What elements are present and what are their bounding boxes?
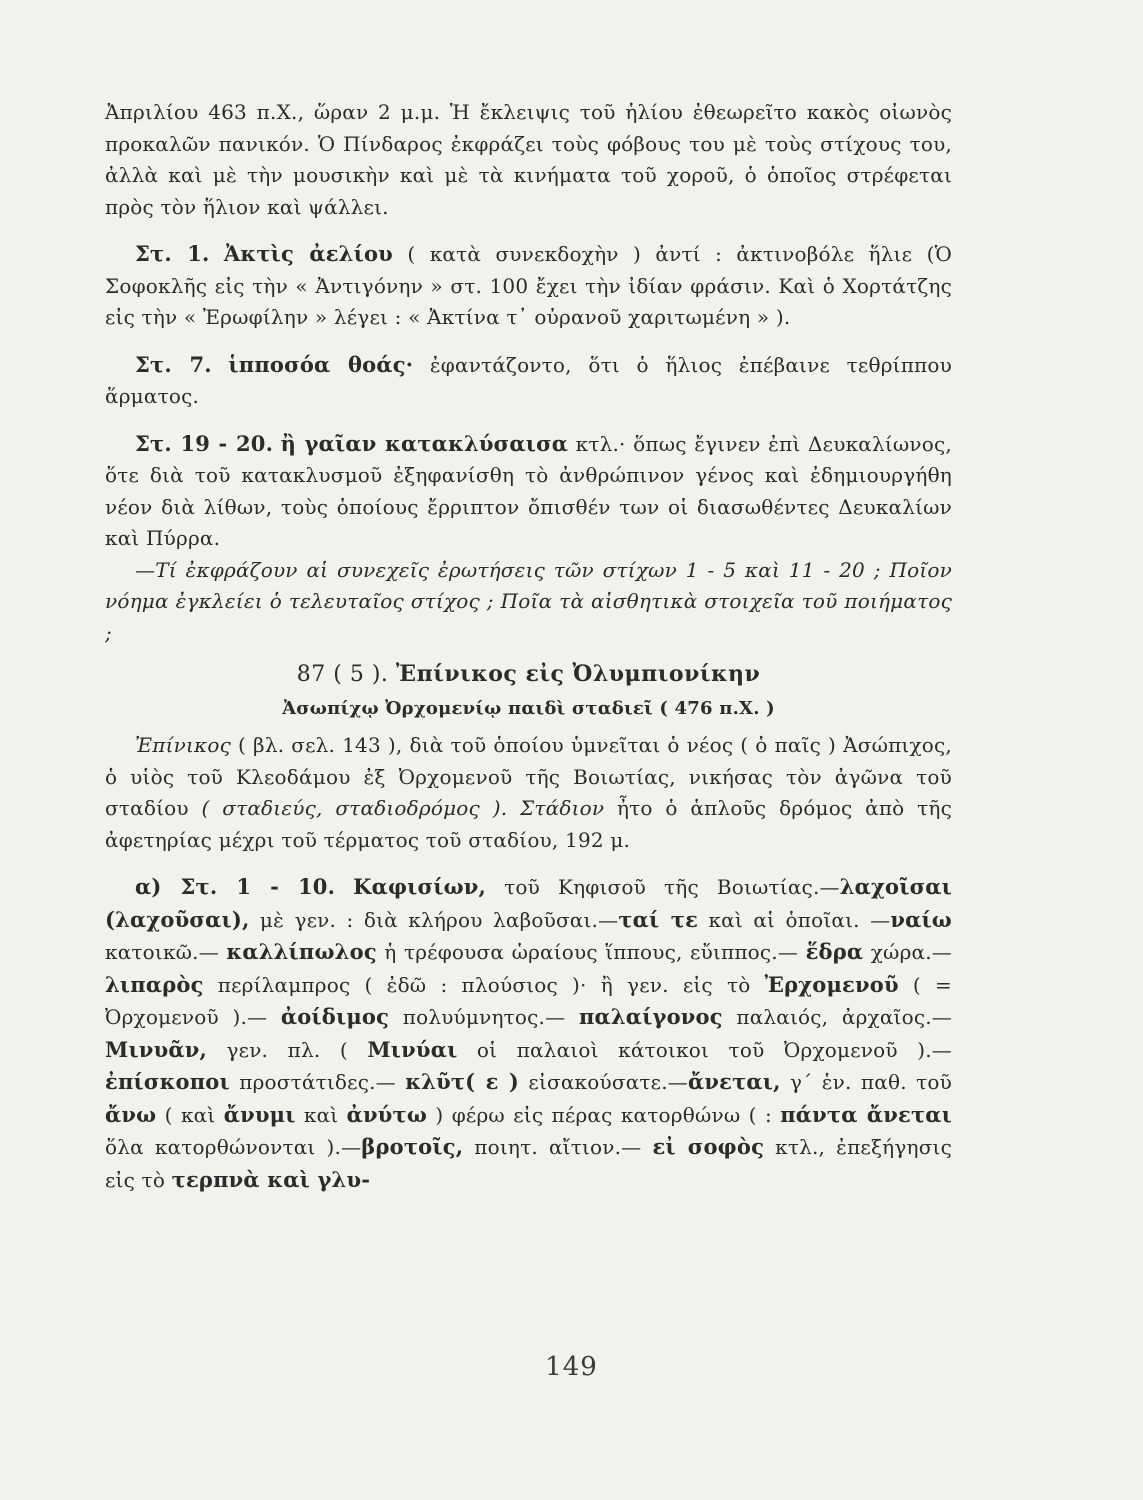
- glossary-term: κλῦτ( ε ): [405, 1069, 520, 1094]
- glossary-gloss: ( = Ὀρχομενοῦ ).—: [105, 972, 953, 1029]
- glossary-gloss: γεν. πλ. (: [207, 1037, 368, 1062]
- glossary-gloss: παλαιός, ἀρχαῖος.—: [722, 1005, 952, 1029]
- epinikos-italic-1: ( σταδιεύς, σταδιοδρόμος ).: [201, 796, 508, 820]
- note-line-1: [105, 238, 952, 334]
- glossary-term: ἕδρα: [805, 939, 864, 964]
- glossary-term: καλλίπωλος: [226, 939, 377, 964]
- epinikos-text-2: ἦτο ὁ ἁπλοῦς δρόμος ἀπὸ τῆς ἀφετηρίας μέχρι τοῦ τέρματος τοῦ σταδίου, 192 μ.: [105, 796, 952, 852]
- glossary-gloss: ποιητ. αἴτιον.—: [463, 1135, 653, 1159]
- glossary-term: ἄνεται,: [687, 1069, 781, 1094]
- question-text: —Τί ἐκφράζουν αἱ συνεχεῖς ἐρωτήσεις τῶν στίχων 1 - 5 καὶ 11 - 20 ; Ποῖον νόημα ἐγκλείει ὁ τελευταῖος στίχος ; Ποῖα τὰ αἰσθητικὰ στοιχεῖα τοῦ ποιήματος ;: [105, 557, 952, 645]
- note-line-7: [105, 349, 952, 413]
- glossary-gloss: ) φέρω εἰς πέρας κατορθώνω ( :: [427, 1102, 781, 1127]
- glossary-term: ἄνυμι: [223, 1101, 296, 1127]
- glossary-gloss: περίλαμπρος ( ἐδῶ : πλούσιος )· ἢ γεν. εἰς τὸ: [203, 972, 765, 997]
- epinikos-term: Ἐπίνικος: [135, 733, 232, 757]
- heading-number: 87 ( 5 ).: [296, 662, 389, 687]
- glossary-term: Ἐρχομενοῦ: [764, 971, 899, 997]
- glossary-term: ἐπίσκοποι: [105, 1069, 230, 1094]
- epinikos-text-1: ( βλ. σελ. 143 ), διὰ τοῦ ὁποίου ὑμνεῖται ὁ νέος ( ὁ παῖς ) Ἀσώπιχος, ὁ υἱὸς τοῦ Κλεοδάμου ἐξ Ὀρχομενοῦ τῆς Βοιωτίας, νικήσας τὸν ἀγῶνα τοῦ σταδίου: [105, 733, 952, 820]
- note-text: ( κατὰ συνεκδοχὴν ) ἀντί : ἀκτινοβόλε ἥλιε (Ὁ Σοφοκλῆς εἰς τὴν « Ἀντιγόνην » στ. 100 ἔχει τὴν ἰδίαν φράσιν. Καὶ ὁ Χορτάτζης εἰς τὴν « Ἐρωφίλην » λέγει : « Ἀκτίνα τ᾽ οὐρανοῦ χαριτωμένη » ).: [105, 242, 952, 329]
- epinikos-italic-2: Στάδιον: [507, 796, 605, 820]
- glossary-gloss: χώρα.—: [863, 940, 952, 964]
- glossary-term: Μινυᾶν,: [105, 1036, 207, 1062]
- glossary-gloss: γ΄ ἑν. παθ. τοῦ: [780, 1070, 952, 1094]
- section-subtitle: Ἀσωπίχῳ Ὀρχομενίῳ παιδὶ σταδιεῖ ( 476 π.Χ. ): [282, 697, 775, 719]
- glossary-gloss: ( καὶ: [156, 1102, 224, 1127]
- glossary-gloss: ὅλα κατορθώνονται ).—: [105, 1135, 362, 1159]
- glossary-gloss: μὲ γεν. : διὰ κλήρου λαβοῦσαι.—: [249, 907, 619, 932]
- glossary-items: [105, 875, 952, 1192]
- note-lemma: Ἀκτὶς ἀελίου: [223, 241, 393, 266]
- note-ref: Στ. 7.: [135, 351, 212, 377]
- glossary-term: παλαίγονος: [578, 1004, 723, 1029]
- glossary-term: ἀοίδιμος: [280, 1004, 390, 1029]
- glossary-gloss: καὶ: [295, 1102, 347, 1127]
- note-ref: Στ. 1.: [135, 241, 210, 266]
- glossary-gloss: προστάτιδες.—: [229, 1070, 406, 1094]
- glossary-paragraph: [105, 871, 952, 1196]
- glossary-ref: α) Στ. 1 - 10.: [135, 874, 336, 899]
- glossary-gloss: καὶ αἱ ὁποῖαι. —: [698, 907, 891, 932]
- glossary-gloss: ἡ τρέφουσα ὡραίους ἵππους, εὔιππος.—: [376, 940, 806, 964]
- glossary-term: ναίω: [890, 906, 953, 932]
- glossary-term: Μινύαι: [367, 1036, 458, 1062]
- glossary-term: Καφισίων,: [353, 874, 487, 899]
- body-text: [105, 97, 952, 1196]
- glossary-term: λιπαρὸς: [105, 971, 204, 997]
- heading-title: Ἐπίνικος εἰς Ὀλυμπιονίκην: [395, 661, 761, 687]
- glossary-gloss: κατοικῶ.—: [105, 940, 227, 964]
- question-paragraph: [105, 555, 952, 650]
- glossary-term: ἀνύτω: [346, 1101, 428, 1127]
- glossary-term: τερπνὰ καὶ γλυ-: [171, 1166, 371, 1192]
- note-ref: Στ. 19 - 20.: [135, 430, 274, 456]
- note-lemma: ἢ γαῖαν κατακλύσαισα: [280, 430, 569, 456]
- glossary-term: πάντα ἄνεται: [780, 1101, 953, 1127]
- section-heading: [105, 659, 952, 691]
- glossary-term: εἰ σοφὸς: [652, 1134, 765, 1159]
- glossary-gloss: τοῦ Κηφισοῦ τῆς Βοιωτίας.—: [486, 875, 840, 899]
- glossary-gloss: εἰσακούσατε.—: [519, 1070, 688, 1094]
- intro-paragraph: [105, 97, 952, 223]
- glossary-term: βροτοῖς,: [361, 1134, 464, 1159]
- page-number: 149: [545, 1352, 598, 1382]
- note-text: κτλ.· ὅπως ἔγινεν ἐπὶ Δευκαλίωνος, ὅτε διὰ τοῦ κατακλυσμοῦ ἐξηφανίσθη τὸ ἀνθρώπινον γένος καὶ ἐδημιουργήθη νέον διὰ λίθων, τοὺς ὁποίους ἔρριπτον ὄπισθέν των οἱ διασωθέντες Δευκαλίων καὶ Πύρρα.: [105, 431, 952, 550]
- glossary-gloss: πολυύμνητος.—: [389, 1005, 579, 1029]
- intro-text: Ἀπριλίου 463 π.Χ., ὥραν 2 μ.μ. Ἡ ἔκλειψις τοῦ ἡλίου ἐθεωρεῖτο κακὸς οἰωνὸς προκαλῶν πανικόν. Ὁ Πίνδαρος ἐκφράζει τοὺς φόβους του μὲ τοὺς στίχους του, ἀλλὰ καὶ μὲ τὴν μουσικὴν καὶ μὲ τὰ κινήματα τοῦ χοροῦ, ὁ ὁποῖος στρέφεται πρὸς τὸν ἥλιον καὶ ψάλλει.: [105, 100, 952, 219]
- glossary-term: ἄνω: [105, 1101, 157, 1127]
- note-lemma: ἱπποσόα θοάς·: [228, 351, 414, 377]
- epinikos-paragraph: [105, 730, 952, 856]
- glossary-term: ταί τε: [618, 906, 699, 932]
- note-text: ἐφαντάζοντο, ὅτι ὁ ἥλιος ἐπέβαινε τεθρίππου ἅρματος.: [105, 352, 952, 408]
- note-line-19: [105, 428, 952, 555]
- glossary-gloss: κτλ., ἐπεξήγησις εἰς τὸ: [105, 1135, 952, 1192]
- glossary-gloss: οἱ παλαιοὶ κάτοικοι τοῦ Ὀρχομενοῦ ).—: [457, 1037, 952, 1062]
- glossary-term: λαχοῖσαι (λαχοῦσαι),: [105, 874, 952, 932]
